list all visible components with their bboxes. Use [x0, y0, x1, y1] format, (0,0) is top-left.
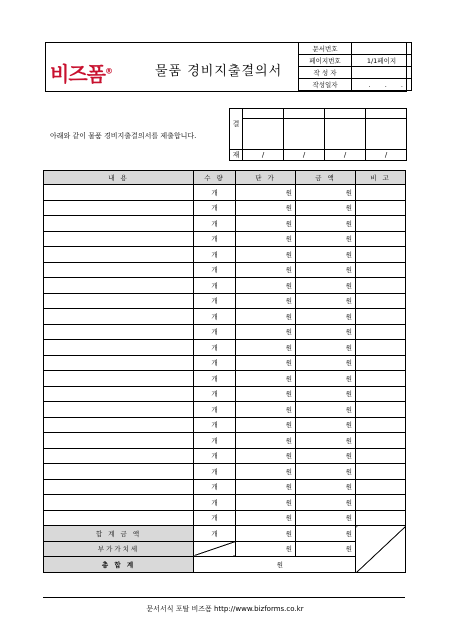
- remarks-cell[interactable]: [356, 231, 406, 247]
- table-row: [44, 355, 406, 371]
- quantity-cell[interactable]: 개: [194, 293, 236, 309]
- quantity-cell[interactable]: 개: [194, 340, 236, 356]
- approval-signature-cell[interactable]: [243, 119, 284, 150]
- quantity-cell[interactable]: 개: [194, 402, 236, 418]
- unit-price-cell[interactable]: 원: [236, 495, 296, 511]
- description-cell[interactable]: [44, 324, 194, 340]
- table-row: [44, 278, 406, 294]
- table-row: [44, 510, 406, 526]
- approval-signature-cell[interactable]: [284, 119, 325, 150]
- unit-price-cell[interactable]: 원: [236, 340, 296, 356]
- quantity-cell[interactable]: 개: [194, 417, 236, 433]
- description-cell[interactable]: [44, 402, 194, 418]
- amount-cell[interactable]: 원: [296, 495, 356, 511]
- table-row: [44, 293, 406, 309]
- approval-date-cell[interactable]: /: [243, 150, 284, 161]
- quantity-cell[interactable]: 개: [194, 371, 236, 387]
- meta-label-date: 작성일자: [299, 79, 352, 91]
- remarks-cell[interactable]: [356, 495, 406, 511]
- table-row: [44, 402, 406, 418]
- amount-cell[interactable]: 원: [296, 479, 356, 495]
- quantity-cell[interactable]: 개: [194, 433, 236, 449]
- amount-cell[interactable]: 원: [296, 402, 356, 418]
- table-row: [44, 495, 406, 511]
- amount-cell[interactable]: 원: [296, 417, 356, 433]
- description-cell[interactable]: [44, 293, 194, 309]
- amount-cell[interactable]: 원: [296, 231, 356, 247]
- subtotal-amount-unit[interactable]: 원: [296, 526, 356, 542]
- description-cell[interactable]: [44, 371, 194, 387]
- expense-rows: [44, 185, 406, 526]
- quantity-cell[interactable]: 개: [194, 448, 236, 464]
- meta-label-page-number: 페이지번호: [299, 55, 352, 67]
- meta-value-author[interactable]: [352, 67, 412, 79]
- meta-value-doc-number[interactable]: [352, 43, 412, 55]
- amount-cell[interactable]: 원: [296, 355, 356, 371]
- quantity-cell[interactable]: 개: [194, 278, 236, 294]
- unit-price-cell[interactable]: 원: [236, 355, 296, 371]
- grand-total-row: [44, 557, 406, 573]
- col-header-description: 내 용: [44, 171, 194, 185]
- amount-cell[interactable]: 원: [296, 433, 356, 449]
- description-cell[interactable]: [44, 510, 194, 526]
- amount-cell[interactable]: 원: [296, 200, 356, 216]
- quantity-cell[interactable]: 개: [194, 386, 236, 402]
- quantity-cell[interactable]: 개: [194, 355, 236, 371]
- document-title: 물품 경비지출결의서: [155, 64, 283, 79]
- remarks-cell[interactable]: [356, 433, 406, 449]
- subtotal-label: 합 계 금 액: [44, 526, 194, 542]
- vat-unit-price-unit[interactable]: 원: [236, 541, 296, 557]
- table-row: [44, 324, 406, 340]
- unit-price-cell[interactable]: 원: [236, 309, 296, 325]
- remarks-cell[interactable]: [356, 464, 406, 480]
- remarks-cell[interactable]: [356, 355, 406, 371]
- approval-slot-title[interactable]: [325, 109, 366, 119]
- quantity-cell[interactable]: 개: [194, 510, 236, 526]
- col-header-quantity: 수 량: [194, 171, 236, 185]
- table-row: [44, 371, 406, 387]
- amount-cell[interactable]: 원: [296, 448, 356, 464]
- quantity-cell[interactable]: 개: [194, 479, 236, 495]
- table-row: [44, 231, 406, 247]
- unit-price-cell[interactable]: 원: [236, 262, 296, 278]
- approval-signature-cell[interactable]: [325, 119, 366, 150]
- amount-cell[interactable]: 원: [296, 293, 356, 309]
- table-row: [44, 340, 406, 356]
- amount-cell[interactable]: 원: [296, 510, 356, 526]
- remarks-cell[interactable]: [356, 293, 406, 309]
- approval-slot-title[interactable]: [366, 109, 407, 119]
- unit-price-cell[interactable]: 원: [236, 200, 296, 216]
- description-cell[interactable]: [44, 231, 194, 247]
- amount-cell[interactable]: 원: [296, 216, 356, 232]
- description-cell[interactable]: [44, 247, 194, 263]
- unit-price-cell[interactable]: 원: [236, 247, 296, 263]
- quantity-cell[interactable]: 개: [194, 262, 236, 278]
- unit-price-cell[interactable]: 원: [236, 231, 296, 247]
- description-cell[interactable]: [44, 479, 194, 495]
- approval-date-cell[interactable]: /: [284, 150, 325, 161]
- amount-cell[interactable]: 원: [296, 324, 356, 340]
- amount-cell[interactable]: 원: [296, 278, 356, 294]
- unit-price-cell[interactable]: 원: [236, 185, 296, 201]
- remarks-cell[interactable]: [356, 262, 406, 278]
- description-cell[interactable]: [44, 417, 194, 433]
- subtotal-unit-price-unit[interactable]: 원: [236, 526, 296, 542]
- description-cell[interactable]: [44, 448, 194, 464]
- remarks-cell[interactable]: [356, 324, 406, 340]
- approval-date-cell[interactable]: /: [366, 150, 407, 161]
- description-cell[interactable]: [44, 464, 194, 480]
- subtotal-row: [44, 526, 406, 542]
- description-cell[interactable]: [44, 340, 194, 356]
- approval-date-cell[interactable]: /: [325, 150, 366, 161]
- approval-signature-cell[interactable]: [366, 119, 407, 150]
- description-cell[interactable]: [44, 278, 194, 294]
- footer-rule: [43, 597, 405, 598]
- description-cell[interactable]: [44, 495, 194, 511]
- expense-table: [43, 170, 406, 573]
- unit-price-cell[interactable]: 원: [236, 402, 296, 418]
- intro-text: 아래와 같이 물품 경비지출결의서를 제출합니다.: [50, 132, 197, 140]
- col-header-remarks: 비 고: [356, 171, 406, 185]
- quantity-cell[interactable]: 개: [194, 495, 236, 511]
- quantity-cell[interactable]: 개: [194, 185, 236, 201]
- quantity-cell[interactable]: 개: [194, 200, 236, 216]
- table-row: [44, 309, 406, 325]
- unit-price-cell[interactable]: 원: [236, 433, 296, 449]
- table-row: [44, 448, 406, 464]
- remarks-cell[interactable]: [356, 200, 406, 216]
- remarks-cell[interactable]: [356, 417, 406, 433]
- table-row: [44, 386, 406, 402]
- document-meta-table: [298, 42, 412, 91]
- quantity-cell[interactable]: 개: [194, 247, 236, 263]
- approval-slot-title[interactable]: [284, 109, 325, 119]
- grand-total-amount-unit[interactable]: 원: [194, 557, 356, 573]
- unit-price-cell[interactable]: 원: [236, 278, 296, 294]
- unit-price-cell[interactable]: 원: [236, 510, 296, 526]
- remarks-disabled-cell: [356, 526, 406, 573]
- remarks-cell[interactable]: [356, 216, 406, 232]
- remarks-cell[interactable]: [356, 278, 406, 294]
- table-row: [44, 262, 406, 278]
- quantity-cell[interactable]: 개: [194, 231, 236, 247]
- unit-price-cell[interactable]: 원: [236, 386, 296, 402]
- vat-row: [44, 541, 406, 557]
- col-header-unit-price: 단 가: [236, 171, 296, 185]
- quantity-cell[interactable]: 개: [194, 309, 236, 325]
- description-cell[interactable]: [44, 433, 194, 449]
- description-cell[interactable]: [44, 355, 194, 371]
- remarks-cell[interactable]: [356, 386, 406, 402]
- table-row: [44, 200, 406, 216]
- meta-label-author: 작 성 자: [299, 67, 352, 79]
- unit-price-cell[interactable]: 원: [236, 371, 296, 387]
- vat-label: 부가가치세: [44, 541, 194, 557]
- remarks-cell[interactable]: [356, 185, 406, 201]
- table-row: [44, 464, 406, 480]
- table-row: [44, 216, 406, 232]
- unit-price-cell[interactable]: 원: [236, 448, 296, 464]
- amount-cell[interactable]: 원: [296, 185, 356, 201]
- description-cell[interactable]: [44, 309, 194, 325]
- quantity-cell[interactable]: 개: [194, 464, 236, 480]
- table-row: [44, 247, 406, 263]
- amount-cell[interactable]: 원: [296, 386, 356, 402]
- amount-cell[interactable]: 원: [296, 247, 356, 263]
- grand-total-label: 총 합 계: [44, 557, 194, 573]
- remarks-cell[interactable]: [356, 309, 406, 325]
- approval-slot-title[interactable]: [243, 109, 284, 119]
- approval-label-top: 결: [230, 109, 243, 150]
- description-cell[interactable]: [44, 262, 194, 278]
- unit-price-cell[interactable]: 원: [236, 216, 296, 232]
- vat-amount-unit[interactable]: 원: [296, 541, 356, 557]
- unit-price-cell[interactable]: 원: [236, 464, 296, 480]
- table-row: [44, 479, 406, 495]
- amount-cell[interactable]: 원: [296, 464, 356, 480]
- table-row: [44, 185, 406, 201]
- unit-price-cell[interactable]: 원: [236, 417, 296, 433]
- remarks-cell[interactable]: [356, 247, 406, 263]
- table-row: [44, 417, 406, 433]
- quantity-cell[interactable]: 개: [194, 216, 236, 232]
- unit-price-cell[interactable]: 원: [236, 324, 296, 340]
- amount-cell[interactable]: 원: [296, 262, 356, 278]
- quantity-cell[interactable]: 개: [194, 324, 236, 340]
- amount-cell[interactable]: 원: [296, 340, 356, 356]
- meta-value-page-number[interactable]: 1/1페이지: [352, 55, 412, 67]
- approval-label-bottom: 재: [230, 150, 243, 161]
- unit-price-cell[interactable]: 원: [236, 293, 296, 309]
- unit-price-cell[interactable]: 원: [236, 479, 296, 495]
- remarks-cell[interactable]: [356, 371, 406, 387]
- remarks-cell[interactable]: [356, 402, 406, 418]
- table-row: [44, 433, 406, 449]
- amount-cell[interactable]: 원: [296, 309, 356, 325]
- remarks-cell[interactable]: [356, 479, 406, 495]
- description-cell[interactable]: [44, 216, 194, 232]
- remarks-cell[interactable]: [356, 340, 406, 356]
- meta-value-date[interactable]: . . .: [352, 79, 412, 91]
- description-cell[interactable]: [44, 185, 194, 201]
- subtotal-qty-unit[interactable]: 개: [194, 526, 236, 542]
- remarks-cell[interactable]: [356, 448, 406, 464]
- bizforms-logo: 비즈폼®: [50, 62, 112, 86]
- amount-cell[interactable]: 원: [296, 371, 356, 387]
- meta-label-doc-number: 문서번호: [299, 43, 352, 55]
- approval-box: [229, 108, 407, 161]
- vat-qty-disabled: [194, 541, 236, 557]
- description-cell[interactable]: [44, 200, 194, 216]
- col-header-amount: 금 액: [296, 171, 356, 185]
- description-cell[interactable]: [44, 386, 194, 402]
- remarks-cell[interactable]: [356, 510, 406, 526]
- footer-text: 문서서식 포탈 비즈폼 http://www.bizforms.co.kr: [146, 605, 304, 613]
